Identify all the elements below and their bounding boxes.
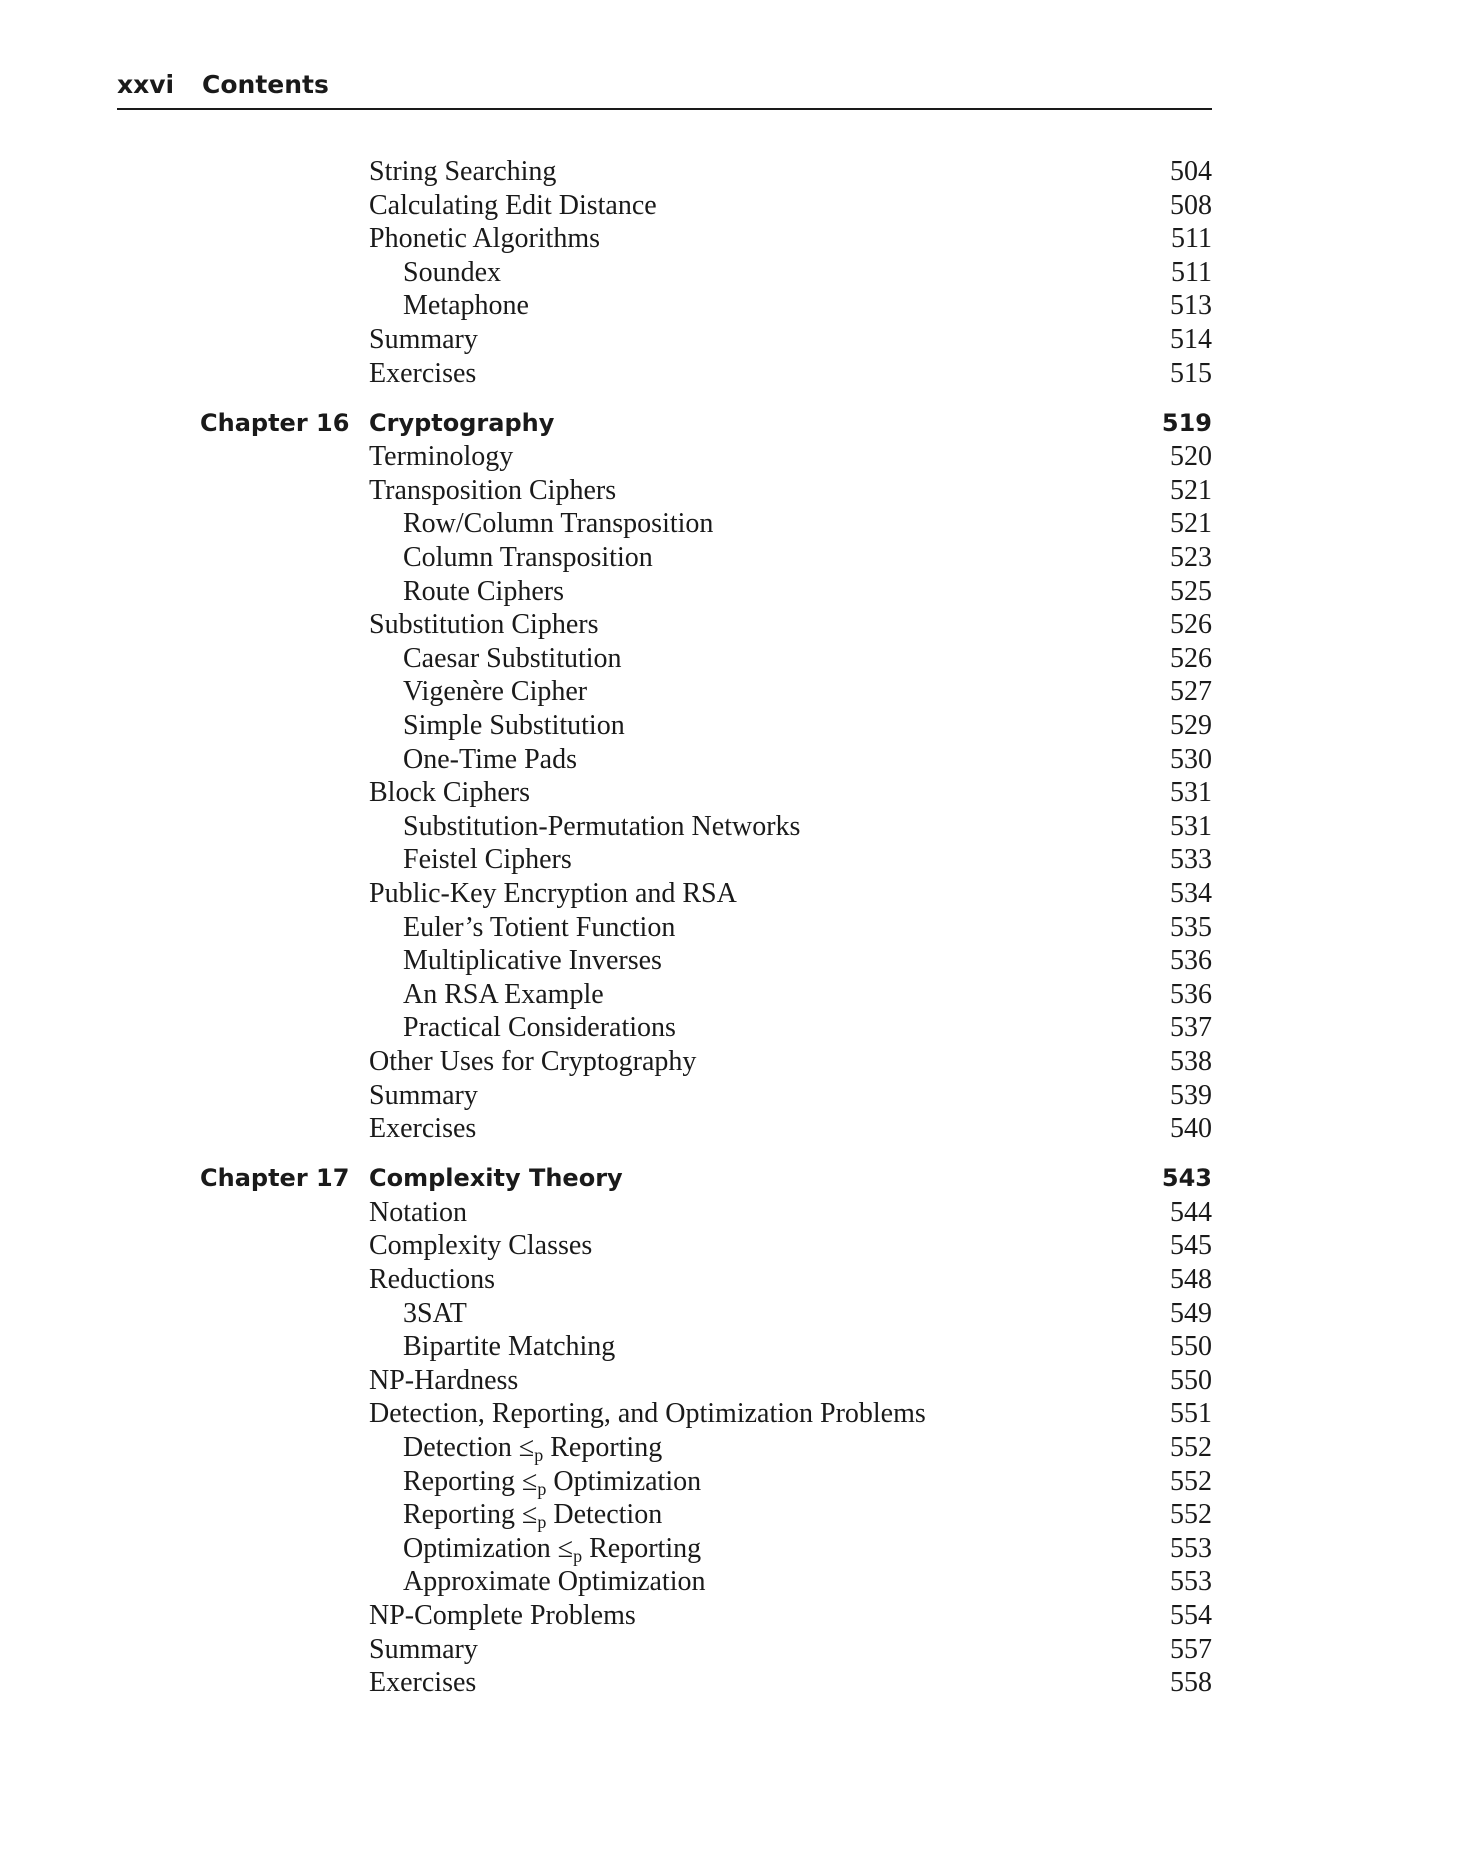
entry-page-number: 508 — [1170, 189, 1212, 221]
toc-subsection-entry[interactable] — [200, 675, 1212, 709]
entry-page-number: 537 — [1170, 1012, 1212, 1044]
entry-page-number: 550 — [1170, 1364, 1212, 1396]
entry-page-number: 539 — [1170, 1079, 1212, 1111]
entry-title: Route Ciphers — [403, 575, 564, 607]
toc-section-entry[interactable] — [200, 1196, 1212, 1230]
entry-page-number: 511 — [1171, 223, 1212, 255]
entry-title: Substitution-Permutation Networks — [403, 810, 801, 842]
entry-title: Public-Key Encryption and RSA — [369, 877, 737, 909]
entry-page-number: 514 — [1170, 323, 1212, 355]
page-number: xxvi — [117, 70, 175, 99]
entry-title — [403, 1498, 662, 1532]
entry-title: One-Time Pads — [403, 743, 577, 775]
toc-section-entry[interactable] — [200, 222, 1212, 256]
entry-page-number: 554 — [1170, 1599, 1212, 1631]
entry-title: Soundex — [403, 256, 501, 288]
chapter-label: Chapter 16 — [200, 408, 350, 437]
entry-page-number: 536 — [1170, 945, 1212, 977]
entry-title — [403, 1431, 662, 1465]
toc-subsection-entry[interactable] — [200, 978, 1212, 1012]
entry-title: NP-Hardness — [369, 1364, 519, 1396]
entry-title-text: Reporting — [543, 1431, 663, 1463]
toc-section-entry[interactable] — [200, 440, 1212, 474]
subscript-p: p — [537, 1478, 547, 1499]
entry-page-number: 526 — [1170, 642, 1212, 674]
toc-subsection-entry[interactable] — [200, 709, 1212, 743]
entry-page-number: 521 — [1170, 474, 1212, 506]
toc-subsection-entry[interactable] — [200, 507, 1212, 541]
entry-title: Detection, Reporting, and Optimization Problems — [369, 1398, 926, 1430]
toc-section-entry[interactable] — [200, 1045, 1212, 1079]
toc-section-entry[interactable] — [200, 1229, 1212, 1263]
entry-title: Metaphone — [403, 290, 529, 322]
entry-title: Vigenère Cipher — [403, 676, 588, 708]
entry-title-text: Optimization — [546, 1465, 702, 1497]
toc-subsection-entry[interactable] — [200, 1565, 1212, 1599]
entry-page-number: 548 — [1170, 1264, 1212, 1295]
subscript-p: p — [537, 1512, 547, 1533]
entry-page-number: 552 — [1170, 1431, 1212, 1463]
entry-page-number: 553 — [1170, 1566, 1212, 1598]
toc-subsection-entry[interactable] — [200, 541, 1212, 575]
entry-title: Substitution Ciphers — [369, 609, 599, 641]
entry-page-number: 519 — [1161, 408, 1212, 437]
running-title: Contents — [202, 70, 329, 99]
entry-title: Practical Considerations — [403, 1012, 676, 1044]
entry-title: NP-Complete Problems — [369, 1599, 636, 1631]
entry-page-number: 525 — [1170, 575, 1212, 607]
entry-title-text: Reporting — [582, 1532, 702, 1564]
entry-page-number: 545 — [1170, 1230, 1212, 1262]
entry-page-number: 552 — [1170, 1499, 1212, 1531]
subscript-p: p — [573, 1545, 583, 1566]
entry-page-number: 536 — [1170, 978, 1212, 1010]
entry-title-text: Reporting ≤ — [403, 1465, 538, 1497]
toc-section-entry[interactable] — [200, 1397, 1212, 1431]
entry-page-number: 552 — [1170, 1465, 1212, 1497]
entry-title: Multiplicative Inverses — [403, 945, 662, 977]
entry-page-number: 535 — [1170, 911, 1212, 943]
toc-section-entry[interactable] — [200, 776, 1212, 810]
entry-title: Calculating Edit Distance — [369, 189, 657, 221]
entry-title: Simple Substitution — [403, 710, 625, 741]
toc-chapter-entry[interactable] — [200, 1162, 1212, 1196]
entry-title-text: Detection ≤ — [403, 1431, 535, 1463]
entry-title: Notation — [369, 1196, 467, 1228]
entry-title: Summary — [369, 1079, 478, 1111]
entry-page-number: 513 — [1170, 290, 1212, 322]
toc-subsection-entry[interactable] — [200, 1532, 1212, 1566]
toc-subsection-entry[interactable] — [200, 944, 1212, 978]
toc-subsection-entry[interactable] — [200, 743, 1212, 777]
entry-page-number: 529 — [1170, 710, 1212, 741]
entry-page-number: 521 — [1170, 508, 1212, 540]
entry-page-number: 504 — [1170, 156, 1212, 187]
toc-section-entry[interactable] — [200, 323, 1212, 357]
toc-subsection-entry[interactable] — [200, 843, 1212, 877]
toc-section-entry[interactable] — [200, 155, 1212, 189]
toc-subsection-entry[interactable] — [200, 575, 1212, 609]
toc-chapter-entry[interactable] — [200, 407, 1212, 441]
entry-title-text: Detection — [546, 1499, 663, 1531]
entry-title — [403, 1532, 701, 1566]
entry-title: String Searching — [369, 156, 557, 187]
entry-title: Row/Column Transposition — [403, 508, 714, 540]
entry-title: Euler’s Totient Function — [403, 911, 676, 943]
entry-page-number: 530 — [1170, 743, 1212, 775]
entry-title: An RSA Example — [403, 978, 604, 1010]
toc-section-entry[interactable] — [200, 474, 1212, 508]
entry-title: Complexity Theory — [369, 1164, 623, 1193]
entry-title: Terminology — [369, 441, 514, 473]
entry-title: Exercises — [369, 1113, 477, 1145]
entry-page-number: 534 — [1170, 877, 1212, 909]
toc-section-entry[interactable] — [200, 608, 1212, 642]
chapter-label: Chapter 17 — [200, 1164, 350, 1193]
toc-section-entry[interactable] — [200, 1079, 1212, 1113]
entry-title: Caesar Substitution — [403, 642, 622, 674]
entry-page-number: 515 — [1170, 357, 1212, 389]
page-header — [117, 70, 1212, 110]
entry-page-number: 523 — [1170, 542, 1212, 574]
entry-title: Transposition Ciphers — [369, 474, 617, 506]
entry-page-number: 511 — [1171, 256, 1212, 288]
entry-title — [403, 1465, 701, 1499]
entry-title-text: Reporting ≤ — [403, 1499, 538, 1531]
entry-page-number: 550 — [1170, 1331, 1212, 1363]
toc-subsection-entry[interactable] — [200, 1297, 1212, 1331]
toc-section-entry[interactable] — [200, 877, 1212, 911]
entry-title: Exercises — [369, 1667, 477, 1699]
toc-subsection-entry[interactable] — [200, 289, 1212, 323]
toc-subsection-entry[interactable] — [200, 911, 1212, 945]
entry-page-number: 549 — [1170, 1297, 1212, 1329]
toc-subsection-entry[interactable] — [200, 256, 1212, 290]
toc-subsection-entry[interactable] — [200, 642, 1212, 676]
entry-title: Cryptography — [369, 408, 555, 437]
entry-title: Summary — [369, 323, 478, 355]
entry-title: Bipartite Matching — [403, 1331, 616, 1363]
toc-section-entry[interactable] — [200, 189, 1212, 223]
toc-section-entry[interactable] — [200, 1364, 1212, 1398]
entry-page-number: 557 — [1170, 1633, 1212, 1665]
entry-title: Complexity Classes — [369, 1230, 593, 1262]
toc-subsection-entry[interactable] — [200, 1330, 1212, 1364]
toc-section-entry[interactable] — [200, 1263, 1212, 1297]
entry-page-number: 544 — [1170, 1196, 1212, 1228]
toc-section-entry[interactable] — [200, 1633, 1212, 1667]
entry-page-number: 543 — [1161, 1164, 1212, 1193]
toc-subsection-entry[interactable] — [200, 1431, 1212, 1465]
entry-page-number: 531 — [1170, 810, 1212, 842]
toc-subsection-entry[interactable] — [200, 1465, 1212, 1499]
subscript-p: p — [534, 1444, 544, 1465]
entry-title: Phonetic Algorithms — [369, 223, 600, 255]
entry-title: Block Ciphers — [369, 777, 530, 809]
entry-title: Feistel Ciphers — [403, 844, 572, 876]
entry-page-number: 538 — [1170, 1045, 1212, 1077]
toc-subsection-entry[interactable] — [200, 1011, 1212, 1045]
toc-section-entry[interactable] — [200, 1666, 1212, 1700]
table-of-contents — [200, 155, 1212, 1700]
entry-page-number: 531 — [1170, 777, 1212, 809]
toc-section-entry[interactable] — [200, 357, 1212, 391]
entry-title: Column Transposition — [403, 542, 653, 574]
entry-title: Reductions — [369, 1264, 495, 1295]
entry-page-number: 526 — [1170, 609, 1212, 641]
toc-section-entry[interactable] — [200, 1112, 1212, 1146]
toc-subsection-entry[interactable] — [200, 1498, 1212, 1532]
entry-page-number: 540 — [1170, 1113, 1212, 1145]
entry-page-number: 520 — [1170, 441, 1212, 473]
entry-page-number: 551 — [1170, 1398, 1212, 1430]
entry-title: Approximate Optimization — [403, 1566, 706, 1598]
toc-subsection-entry[interactable] — [200, 810, 1212, 844]
entry-title: Exercises — [369, 357, 477, 389]
toc-section-entry[interactable] — [200, 1599, 1212, 1633]
entry-page-number: 553 — [1170, 1532, 1212, 1564]
entry-title: Other Uses for Cryptography — [369, 1045, 697, 1077]
entry-page-number: 527 — [1170, 676, 1212, 708]
entry-title: Summary — [369, 1633, 478, 1665]
entry-page-number: 558 — [1170, 1667, 1212, 1699]
entry-page-number: 533 — [1170, 844, 1212, 876]
entry-title: 3SAT — [403, 1297, 467, 1329]
entry-title-text: Optimization ≤ — [403, 1532, 574, 1564]
